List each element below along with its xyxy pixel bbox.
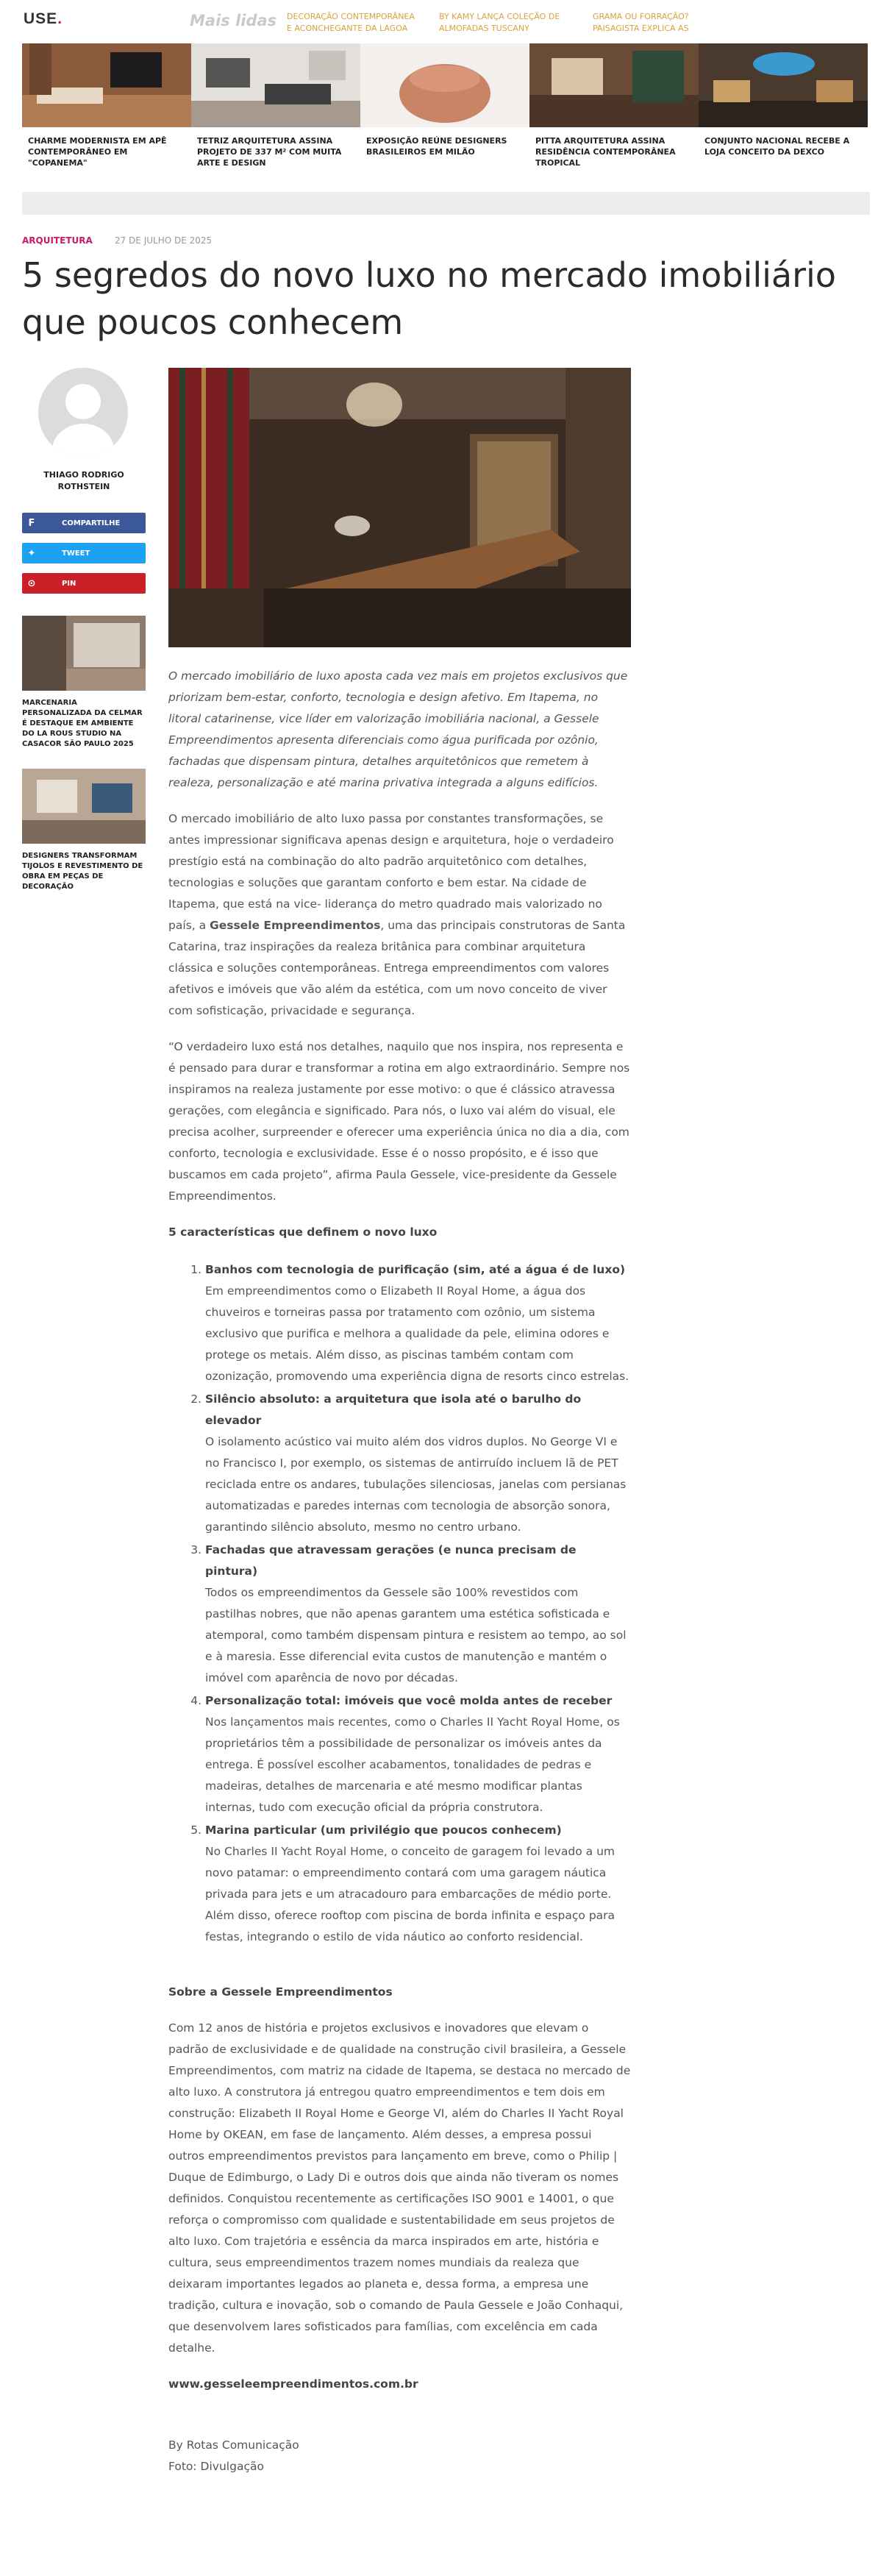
related-thumb-1[interactable] — [22, 616, 146, 691]
related-card-2[interactable] — [22, 769, 146, 892]
top-link-1[interactable]: DECORAÇÃO CONTEMPORÂNEA E ACONCHEGANTE DA LAGOA — [287, 12, 415, 33]
site-logo[interactable]: USE. — [24, 10, 63, 27]
byline: By Rotas Comunicação — [168, 2438, 299, 2452]
twitter-share-label: TWEET — [62, 549, 90, 558]
article-meta — [22, 235, 212, 246]
pinterest-share-button[interactable] — [22, 573, 146, 594]
strip-card-5[interactable] — [699, 43, 868, 157]
author-name[interactable]: THIAGO RODRIGO ROTHSTEIN — [43, 470, 124, 491]
article-quote: “O verdadeiro luxo está nos detalhes, naquilo que nos inspira, nos representa e é pensado para durar e transformar a rotina em algo extraordinário. Sempre nos inspiramos na realeza justamente por esse motivo: o que é clássico atravessa gerações, com elegância e significado. Para nós, o luxo vai além do visual, ele precisa acolher, surpreender e oferecer uma experiência única no dia a dia, com conforto, tecnologia e exclusividade. Esse é o nosso propósito, e é isso que buscamos em cada projeto”, afirma Paula Gessele, vice-presidente da Gessele Empreendimentos. — [168, 1040, 630, 1203]
strip-card-3[interactable] — [360, 43, 529, 157]
strip-thumb-5[interactable] — [699, 43, 868, 127]
list-item: 1. Banhos com tecnologia de purificação (sim, até a água é de luxo) Em empreendimentos como o Elizabeth II Royal Home, a água dos chuveiros e torneiras passa por tratamento com ozônio, um sistema exclusivo que purifica e melhora a qualidade da pele, elimina odores e protege os metais. Além disso, as piscinas também contam com ozonização, promovendo uma experiência digna de resorts cinco estrelas. — [205, 1259, 631, 1387]
list-item: 4. Personalização total: imóveis que você molda antes de receber Nos lançamentos mais recentes, como o Charles II Yacht Royal Home, os proprietários têm a possibilidade de personalizar os imóveis antes da entrega. É possível escolher acabamentos, tonalidades de pedras e madeiras, detalhes de marcenaria e até mesmo modificar plantas internas, tudo com execução oficial da própria construtora. — [205, 1690, 631, 1818]
features-list — [185, 1259, 631, 1948]
related-title-1[interactable]: MARCENARIA PERSONALIZADA DA CELMAR É DESTAQUE EM AMBIENTE DO LA ROUS STUDIO NA CASACOR SÃO PAULO 2025 — [22, 699, 143, 748]
publish-date: 27 DE JULHO DE 2025 — [114, 235, 213, 246]
strip-thumb-2[interactable] — [191, 43, 360, 127]
strip-title-1[interactable]: CHARME MODERNISTA EM APÊ CONTEMPORÂNEO EM "COPANEMA" — [28, 136, 167, 168]
related-card-1[interactable] — [22, 616, 146, 750]
strip-thumb-1[interactable] — [22, 43, 191, 127]
top-link-3[interactable]: GRAMA OU FORRAÇÃO? PAISAGISTA EXPLICA AS — [593, 12, 689, 33]
most-read-label: Mais lidas — [190, 12, 277, 29]
top-link-2[interactable]: BY KAMY LANÇA COLEÇÃO DE ALMOFADAS TUSCANY — [439, 12, 560, 33]
about-heading: Sobre a Gessele Empreendimentos — [168, 1985, 393, 1999]
list-item: 5. Marina particular (um privilégio que poucos conhecem) No Charles II Yacht Royal Home, o conceito de garagem foi levado a um novo patamar: o empreendimento contará com uma garagem náutica privada para jets e um atracadouro para embarcações de médio porte. Além disso, oferece rooftop com piscina de borda infinita e espaço para festas, integrando o estilo de vida náutico ao conforto residencial. — [205, 1820, 631, 1948]
strip-title-2[interactable]: TETRIZ ARQUITETURA ASSINA PROJETO DE 337 M² COM MUITA ARTE E DESIGN — [197, 136, 342, 168]
article-body — [168, 666, 631, 2477]
strip-card-1[interactable] — [22, 43, 191, 168]
facebook-icon: F — [28, 517, 35, 529]
strip-thumb-3[interactable] — [360, 43, 529, 127]
pinterest-icon: ⊙ — [27, 577, 36, 589]
avatar[interactable] — [38, 368, 128, 458]
list-item: 3. Fachadas que atravessam gerações (e nunca precisam de pintura) Todos os empreendimentos da Gessele são 100% revestidos com pastilhas nobres, que não apenas garantem uma estética sofisticada e atemporal, como também dispensam pintura e resistem ao tempo, ao sol e à maresia. Esse diferencial evita custos de manutenção e mantém o imóvel com aparência de novo por décadas. — [205, 1540, 631, 1689]
article-paragraph-1: O mercado imobiliário de alto luxo passa por constantes transformações, se antes impressionar significava apenas design e arquitetura, hoje o verdadeiro prestígio está na combinação do alto padrão arquitetônico com detalhes, tecnologias e soluções que garantam conforto e bem estar. Na cidade de Itapema, que está na vice- liderança do metro quadrado mais valorizado no país, a Gessele Empreendimentos, uma das principais construtoras de Santa Catarina, traz inspirações da realeza britânica para combinar arquitetura clássica e soluções contemporâneas. Entrega empreendimentos com valores afetivos e imóveis que vão além da estética, com um novo conceito de viver com sofisticação, privacidade e segurança. — [168, 812, 626, 1017]
ad-banner — [22, 192, 870, 215]
facebook-share-label: COMPARTILHE — [62, 519, 121, 527]
article-lead: O mercado imobiliário de luxo aposta cada vez mais em projetos exclusivos que priorizam bem-estar, conforto, tecnologia e design afetivo. Em Itapema, no litoral catarinense, vice líder em valorização imobiliária nacional, a Gessele Empreendimentos apresenta diferenciais como água purificada por ozônio, fachadas que dispensam pintura, detalhes arquitetônicos que remetem à realeza, personalização e até marina privativa integrada a alguns edifícios. — [168, 669, 628, 789]
twitter-share-button[interactable] — [22, 543, 146, 563]
twitter-icon: ✦ — [27, 547, 36, 559]
strip-title-4[interactable]: PITTA ARQUITETURA ASSINA RESIDÊNCIA CONTEMPORÂNEA TROPICAL — [535, 136, 676, 168]
strip-card-2[interactable] — [191, 43, 360, 168]
list-heading: 5 características que definem o novo luxo — [168, 1225, 438, 1239]
related-thumb-2[interactable] — [22, 769, 146, 844]
featured-strip — [22, 43, 870, 170]
company-website-link[interactable]: www.gesseleempreendimentos.com.br — [168, 2377, 418, 2391]
photo-credit: Foto: Divulgação — [168, 2460, 264, 2473]
top-bar — [0, 0, 892, 41]
list-item: 2. Silêncio absoluto: a arquitetura que isola até o barulho do elevador O isolamento acústico vai muito além dos vidros duplos. No George VI e no Francisco I, por exemplo, os sistemas de antirruído incluem lã de PET reciclada entre os andares, tubulações silenciosas, janelas com persianas automatizadas e paredes internas com tecnologia de absorção sonora, garantindo silêncio absoluto, mesmo no centro urbano. — [205, 1389, 631, 1538]
about-paragraph: Com 12 anos de história e projetos exclusivos e inovadores que elevam o padrão de exclusividade e de qualidade na construção civil brasileira, a Gessele Empreendimentos, com matriz na cidade de Itapema, se destaca no mercado de alto luxo. A construtora já entregou quatro empreendimentos e tem dois em construção: Elizabeth II Royal Home e George VI, além do Charles II Yacht Royal Home by OKEAN, em fase de lançamento. Além desses, a empresa possui outros empreendimentos previstos para lançamento em breve, como o Philip | Duque de Edimburgo, o Lady Di e outros dois que ainda não tiveram os nomes definidos. Conquistou recentemente as certificações ISO 9001 e 14001, o que reforça o compromisso com qualidade e sustentabilidade em seus projetos de alto luxo. Com trajetória e essência da marca inspirados em arte, história e cultura, seus empreendimentos trazem nomes mundiais da realeza que deixaram importantes legados ao planeta e, dessa forma, a empresa une tradição, cultura e inovação, sob o comando de Paula Gessele e João Conhaqui, que desenvolvem lares sofisticados para famílias, com excelência em cada detalhe. — [168, 2021, 631, 2355]
page-title: 5 segredos do novo luxo no mercado imobiliário que poucos conhecem — [22, 255, 836, 342]
related-title-2[interactable]: DESIGNERS TRANSFORMAM TIJOLOS E REVESTIMENTO DE OBRA EM PEÇAS DE DECORAÇÃO — [22, 852, 143, 891]
company-name: Gessele Empreendimentos — [210, 919, 381, 932]
strip-title-3[interactable]: EXPOSIÇÃO REÚNE DESIGNERS BRASILEIROS EM MILÃO — [366, 136, 507, 157]
pinterest-share-label: PIN — [62, 579, 76, 588]
category-link[interactable]: ARQUITETURA — [22, 235, 93, 246]
hero-image — [168, 368, 631, 647]
strip-title-5[interactable]: CONJUNTO NACIONAL RECEBE A LOJA CONCEITO DA DEXCO — [704, 136, 850, 157]
facebook-share-button[interactable] — [22, 513, 146, 533]
strip-card-4[interactable] — [529, 43, 699, 168]
strip-thumb-4[interactable] — [529, 43, 699, 127]
